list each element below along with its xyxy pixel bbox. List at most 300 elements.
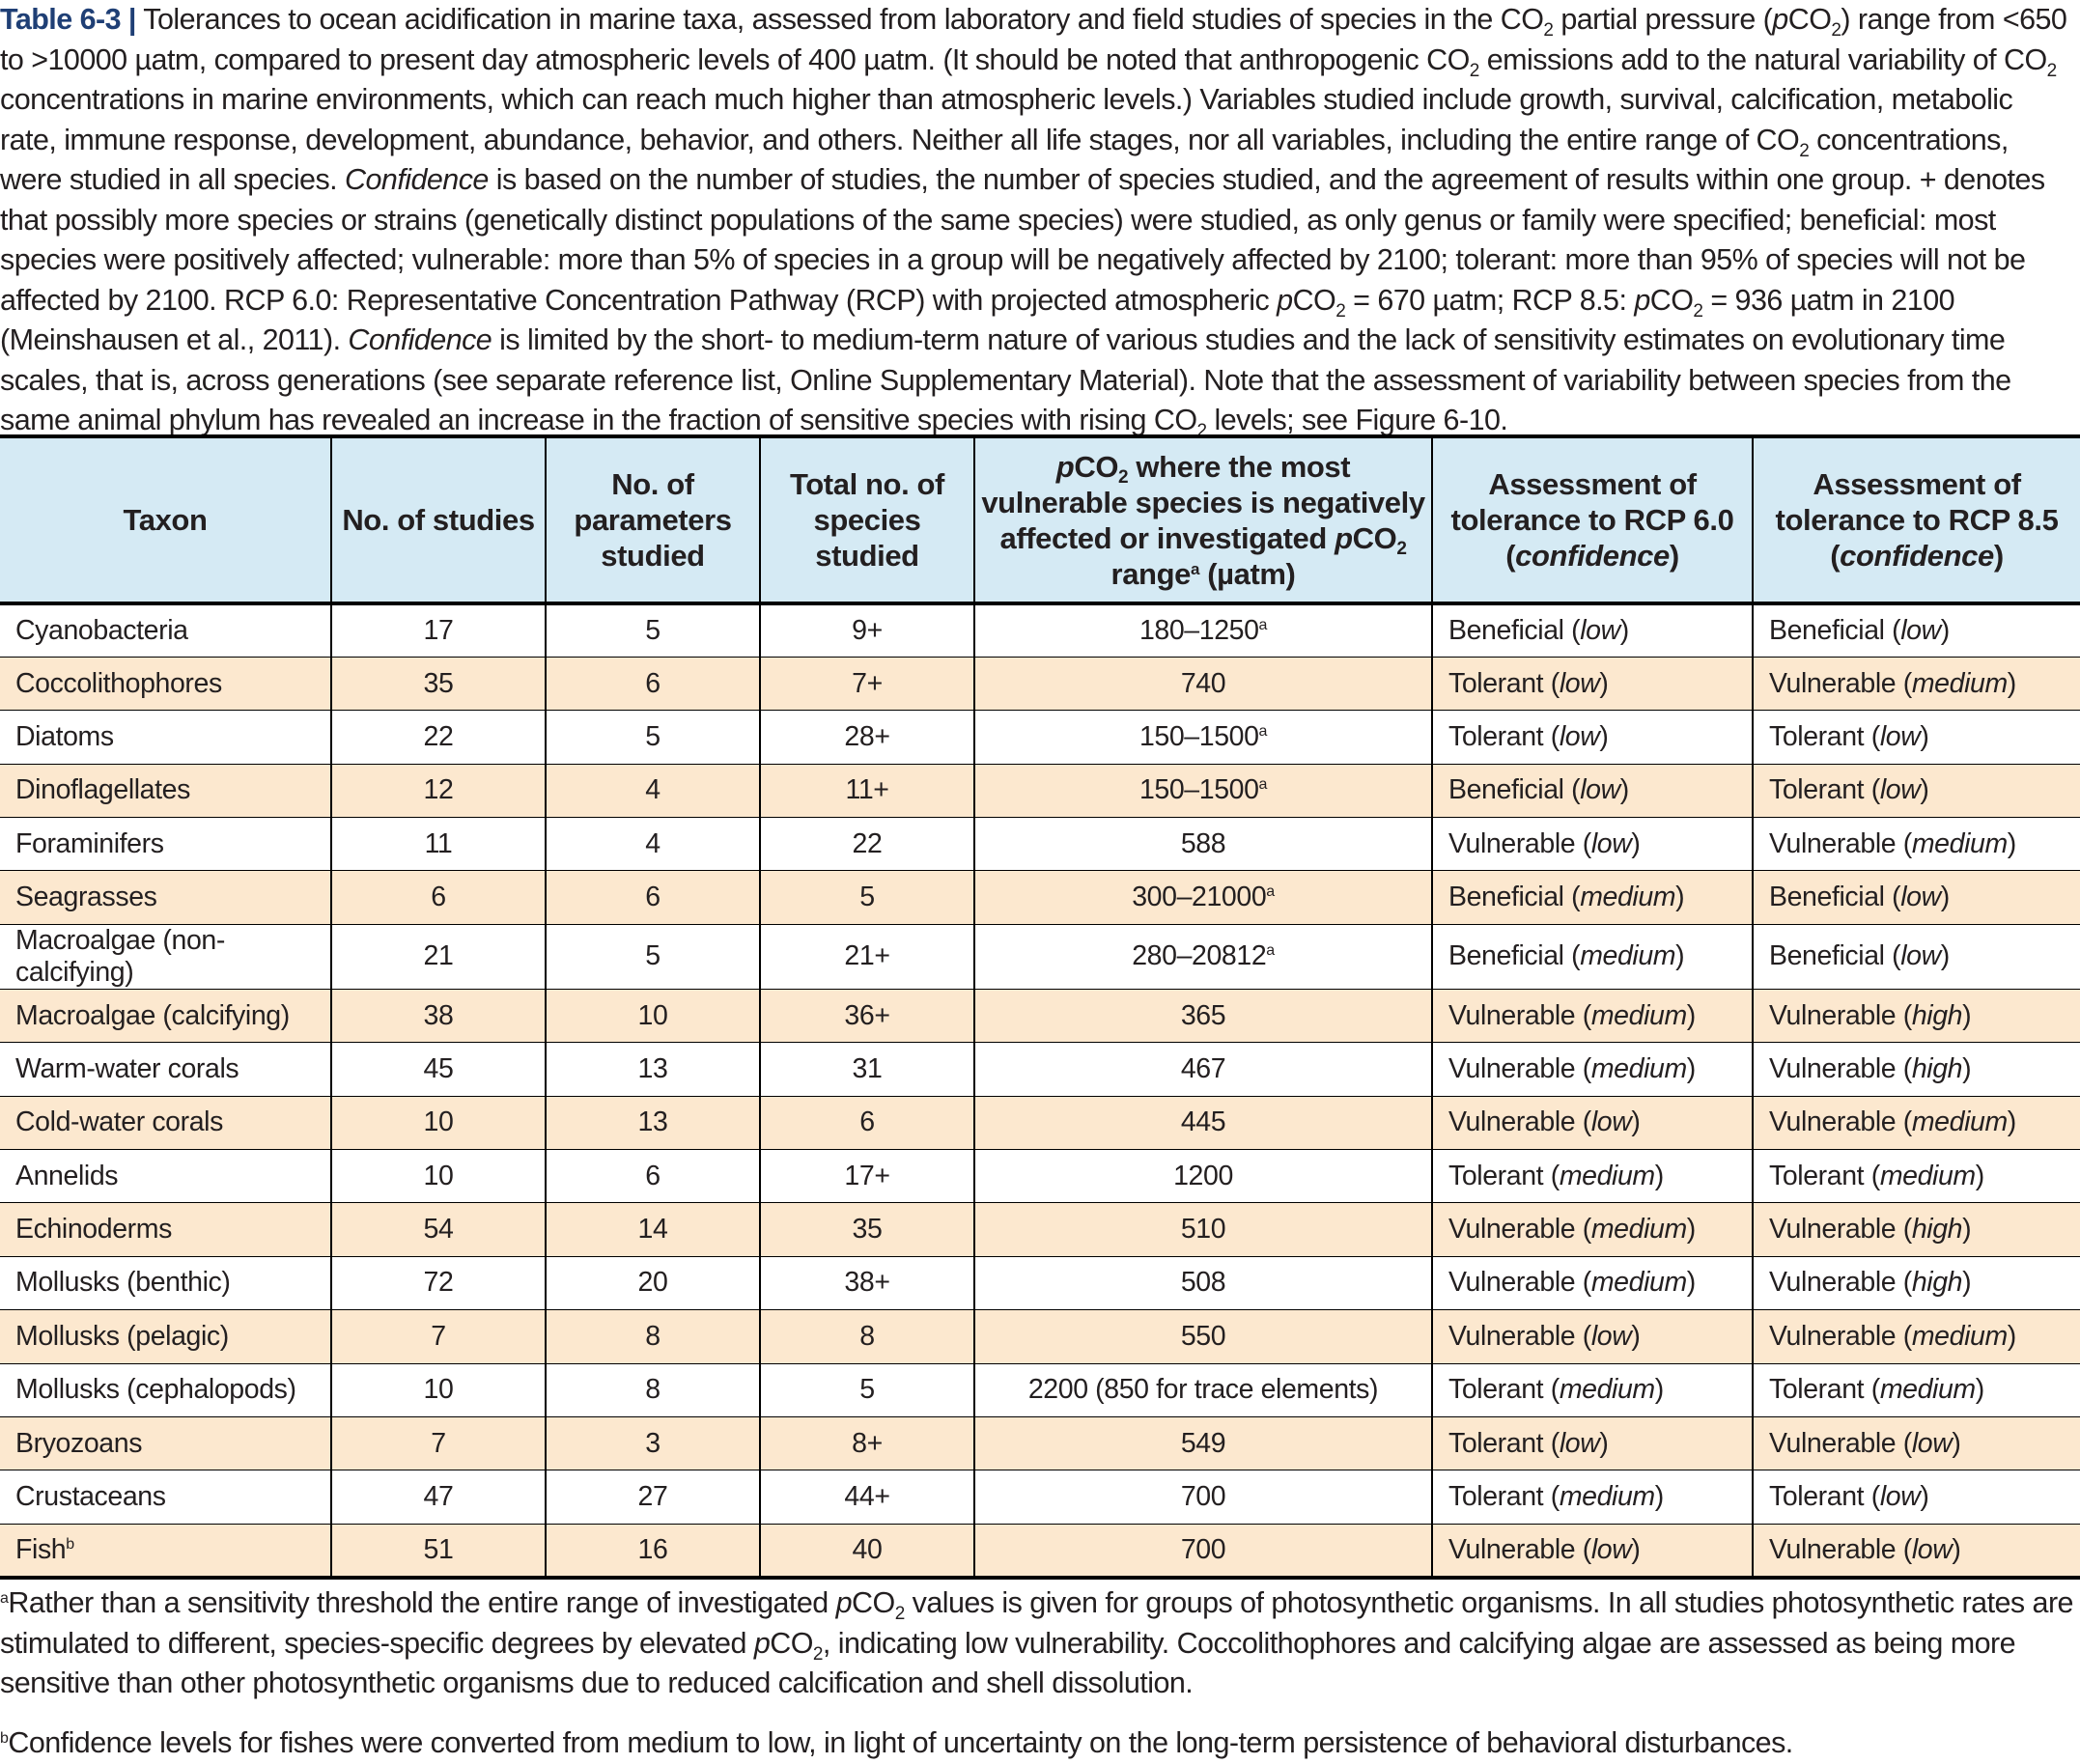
pco2-value: 700 (1180, 1533, 1226, 1565)
pco2-value: 467 (1180, 1052, 1226, 1084)
footnote-text: CO (852, 1586, 895, 1619)
caption-text: concentrations, were studied in all species. (0, 123, 2009, 196)
cell-pco2 (974, 1096, 1432, 1149)
subscript: 2 (1799, 140, 1810, 161)
pco2-value: 280–20812 (1132, 940, 1267, 972)
confidence-level: medium (1559, 1481, 1655, 1513)
header-text: CO (1074, 449, 1119, 484)
assessment: Vulnerable (1448, 1052, 1576, 1084)
header-rcp60 (1432, 436, 1753, 603)
header-text: Assessment of tolerance to RCP 8.5 ( (1775, 467, 2059, 573)
cell-pco2 (974, 818, 1432, 871)
assessment: Vulnerable (1448, 1106, 1576, 1138)
superscript: a (1266, 942, 1275, 960)
cell-params: 8 (546, 1363, 760, 1416)
cell-pco2 (974, 764, 1432, 817)
superscript: b (66, 1535, 74, 1553)
taxon-name: Foraminifers (15, 827, 164, 859)
assessment: Vulnerable (1769, 1533, 1897, 1565)
cell-rcp60: Tolerant (low) (1432, 711, 1753, 764)
footnote-text: Confidence levels for fishes were converted from medium to low, in light of uncertainty on the long-term persistence of behavioral disturbances. (8, 1726, 1793, 1759)
assessment: Vulnerable (1448, 1320, 1576, 1352)
assessment: Vulnerable (1448, 1214, 1576, 1246)
assessment: Tolerant (1448, 720, 1544, 752)
confidence-level: medium (1911, 1320, 2008, 1352)
footnote-text: Rather than a sensitivity threshold the entire range of investigated (8, 1586, 836, 1619)
confidence-level: high (1911, 1052, 1963, 1084)
cell-rcp85: Tolerant (medium) (1753, 1363, 2080, 1416)
table-row (0, 1363, 2080, 1416)
cell-params: 13 (546, 1043, 760, 1096)
italic-confidence: confidence (1840, 539, 1994, 573)
cell-pco2 (974, 1363, 1432, 1416)
table-row (0, 1256, 2080, 1309)
subscript: 2 (1196, 421, 1207, 441)
cell-rcp85: Tolerant (low) (1753, 764, 2080, 817)
cell-studies: 7 (331, 1310, 546, 1363)
caption-text: partial pressure ( (1553, 3, 1773, 36)
table-row (0, 1043, 2080, 1096)
cell-species: 28+ (760, 711, 974, 764)
assessment: Vulnerable (1769, 1427, 1897, 1459)
cell-rcp60: Vulnerable (medium) (1432, 1203, 1753, 1256)
cell-pco2 (974, 924, 1432, 989)
pco2-value: 1200 (1173, 1160, 1233, 1191)
cell-pco2 (974, 657, 1432, 710)
cell-pco2 (974, 1043, 1432, 1096)
cell-params: 5 (546, 924, 760, 989)
assessment: Vulnerable (1769, 1052, 1897, 1084)
cell-rcp85: Vulnerable (high) (1753, 1256, 2080, 1309)
italic-confidence: Confidence (345, 163, 489, 196)
assessment: Beneficial (1769, 882, 1885, 913)
header-text: range (1110, 556, 1191, 591)
taxon-name: Macroalgae (calcifying) (15, 999, 290, 1031)
cell-species: 6 (760, 1096, 974, 1149)
pco2-value: 510 (1180, 1214, 1226, 1246)
cell-rcp60: Beneficial (medium) (1432, 871, 1753, 924)
assessment: Beneficial (1769, 940, 1885, 972)
cell-species: 7+ (760, 657, 974, 710)
subscript: 2 (1543, 20, 1554, 41)
assessment: Tolerant (1448, 1160, 1544, 1191)
cell-studies: 35 (331, 657, 546, 710)
cell-pco2 (974, 1416, 1432, 1470)
subscript: 2 (1693, 300, 1703, 322)
header-rcp85 (1753, 436, 2080, 603)
cell-taxon (0, 1096, 331, 1149)
cell-studies: 10 (331, 1363, 546, 1416)
header-text: CO (1352, 520, 1397, 555)
subscript: 2 (1396, 538, 1407, 559)
cell-studies: 54 (331, 1203, 546, 1256)
confidence-level: medium (1559, 1160, 1655, 1191)
confidence-level: medium (1879, 1160, 1976, 1191)
cell-params: 6 (546, 1150, 760, 1203)
table-row (0, 1416, 2080, 1470)
pco2-value: 180–1250 (1138, 614, 1259, 646)
superscript: a (1258, 776, 1268, 794)
taxon-name: Mollusks (cephalopods) (15, 1374, 296, 1406)
table-row (0, 1310, 2080, 1363)
cell-rcp85: Beneficial (low) (1753, 924, 2080, 989)
confidence-level: low (1900, 614, 1941, 646)
cell-pco2 (974, 871, 1432, 924)
confidence-level: low (1580, 774, 1620, 806)
italic-p: p (835, 1586, 853, 1619)
cell-rcp60: Tolerant (medium) (1432, 1363, 1753, 1416)
table-row (0, 657, 2080, 710)
cell-rcp85: Vulnerable (medium) (1753, 1096, 2080, 1149)
cell-params: 10 (546, 989, 760, 1042)
confidence-level: medium (1580, 882, 1676, 913)
cell-rcp60: Beneficial (low) (1432, 603, 1753, 657)
cell-params: 14 (546, 1203, 760, 1256)
caption-text: Tolerances to ocean acidification in marine taxa, assessed from laboratory and field studies of species in the CO (135, 3, 1544, 36)
cell-taxon (0, 1363, 331, 1416)
table-row (0, 1203, 2080, 1256)
italic-p: p (1772, 3, 1788, 36)
assessment: Beneficial (1448, 940, 1564, 972)
cell-params: 4 (546, 764, 760, 817)
pco2-value: 549 (1180, 1427, 1226, 1459)
taxon-name: Annelids (15, 1160, 119, 1191)
header-text: Assessment of tolerance to RCP 6.0 ( (1450, 467, 1734, 573)
pco2-value: 588 (1180, 827, 1226, 859)
assessment: Tolerant (1769, 1160, 1865, 1191)
cell-species: 40 (760, 1524, 974, 1577)
cell-taxon (0, 764, 331, 817)
confidence-level: medium (1559, 1374, 1655, 1406)
cell-species: 5 (760, 1363, 974, 1416)
pco2-value: 150–1500 (1138, 720, 1259, 752)
cell-taxon (0, 711, 331, 764)
cell-pco2 (974, 1470, 1432, 1524)
cell-params: 5 (546, 603, 760, 657)
cell-rcp60: Beneficial (low) (1432, 764, 1753, 817)
cell-studies: 72 (331, 1256, 546, 1309)
cell-rcp85: Vulnerable (medium) (1753, 818, 2080, 871)
cell-taxon (0, 1310, 331, 1363)
cell-studies: 7 (331, 1416, 546, 1470)
cell-rcp60: Vulnerable (low) (1432, 1096, 1753, 1149)
assessment: Tolerant (1448, 1374, 1544, 1406)
assessment: Tolerant (1769, 774, 1865, 806)
confidence-level: medium (1911, 1106, 2008, 1138)
header-text: (µatm) (1199, 556, 1296, 591)
assessment: Tolerant (1769, 1374, 1865, 1406)
cell-taxon (0, 1470, 331, 1524)
caption-text: CO (1649, 283, 1694, 317)
cell-params: 3 (546, 1416, 760, 1470)
footnote-mark: a (0, 1590, 9, 1607)
cell-species: 11+ (760, 764, 974, 817)
cell-studies: 10 (331, 1096, 546, 1149)
taxon-name: Seagrasses (15, 882, 157, 913)
cell-rcp85: Tolerant (medium) (1753, 1150, 2080, 1203)
confidence-level: low (1559, 1427, 1600, 1459)
cell-taxon (0, 603, 331, 657)
table-row (0, 1524, 2080, 1577)
confidence-level: low (1879, 774, 1921, 806)
subscript: 2 (1469, 60, 1479, 81)
cell-rcp60: Vulnerable (medium) (1432, 989, 1753, 1042)
cell-params: 6 (546, 871, 760, 924)
cell-studies: 51 (331, 1524, 546, 1577)
cell-species: 8 (760, 1310, 974, 1363)
assessment: Beneficial (1448, 774, 1564, 806)
header-pco2 (974, 436, 1432, 603)
caption-text: levels; see Figure 6-10. (1206, 404, 1508, 436)
italic-p: p (753, 1626, 771, 1660)
table-row (0, 989, 2080, 1042)
cell-species: 17+ (760, 1150, 974, 1203)
taxon-name: Cold-water corals (15, 1106, 223, 1138)
confidence-level: low (1590, 1533, 1632, 1565)
taxon-name: Mollusks (benthic) (15, 1267, 231, 1299)
confidence-level: low (1911, 1533, 1953, 1565)
header-row (0, 436, 2080, 603)
cell-taxon (0, 1043, 331, 1096)
confidence-level: low (1590, 827, 1632, 859)
cell-rcp85: Beneficial (low) (1753, 603, 2080, 657)
cell-rcp60: Beneficial (medium) (1432, 924, 1753, 989)
table-row (0, 871, 2080, 924)
assessment: Tolerant (1448, 1481, 1544, 1513)
superscript: a (1266, 883, 1275, 901)
cell-rcp85: Vulnerable (low) (1753, 1524, 2080, 1577)
cell-species: 8+ (760, 1416, 974, 1470)
footnote-a (0, 1583, 2076, 1704)
cell-params: 5 (546, 711, 760, 764)
caption-text: CO (1787, 3, 1832, 36)
assessment: Tolerant (1769, 720, 1865, 752)
subscript: 2 (1831, 20, 1841, 41)
cell-taxon (0, 1150, 331, 1203)
subscript: 2 (812, 1643, 823, 1665)
footnote-text: values is given for groups of photosynthetic organisms. In all studies photosynthetic rates are stimulated to different, species-specific degrees by elevated (0, 1586, 2073, 1660)
table-row (0, 711, 2080, 764)
table-row (0, 924, 2080, 989)
cell-studies: 12 (331, 764, 546, 817)
pco2-value: 508 (1180, 1267, 1226, 1299)
table-row (0, 764, 2080, 817)
cell-params: 20 (546, 1256, 760, 1309)
cell-taxon (0, 818, 331, 871)
taxon-name: Coccolithophores (15, 667, 222, 699)
assessment: Vulnerable (1769, 1320, 1897, 1352)
header-params: No. of parameters studied (546, 436, 760, 603)
taxon-name: Macroalgae (non-calcifying) (15, 924, 225, 988)
pco2-value: 740 (1180, 667, 1226, 699)
cell-studies: 47 (331, 1470, 546, 1524)
caption-text: ) range from <650 to >10000 µatm, compared to present day atmospheric levels of 400 µatm. (It should be noted that anthropogenic CO (0, 3, 2067, 76)
assessment: Vulnerable (1769, 827, 1897, 859)
assessment: Vulnerable (1769, 1106, 1897, 1138)
cell-species: 21+ (760, 924, 974, 989)
taxon-name: Cyanobacteria (15, 614, 188, 646)
assessment: Beneficial (1448, 882, 1564, 913)
caption-text: is limited by the short- to medium-term nature of various studies and the lack of sensitivity estimates on evolutionary time scales, that is, across generations (see separate reference list, Online Supplementary Material). Note that the assessment of variability between species from the same animal phylum has revealed an increase in the fraction of sensitive species with rising CO (0, 323, 2011, 436)
table-row (0, 1470, 2080, 1524)
cell-pco2 (974, 1310, 1432, 1363)
superscript: a (1258, 722, 1268, 740)
confidence-level: low (1900, 940, 1941, 972)
caption-text: is based on the number of studies, the number of species studied, and the agreement of results within one group. + denotes that possibly more species or strains (genetically distinct populations of the same species) were studied, as only genus or family were specified; beneficial: most species were positively affected; vulnerable: more than 5% of species in a group will be negatively affected by 2100; tolerant: more than 95% of species will not be affected by 2100. RCP 6.0: Representative Concentration Pathway (RCP) with projected atmospheric (0, 163, 2045, 317)
caption-text: emissions add to the natural variability of CO (1478, 42, 2047, 76)
cell-pco2 (974, 989, 1432, 1042)
cell-species: 36+ (760, 989, 974, 1042)
pco2-value: 365 (1180, 999, 1226, 1031)
assessment: Beneficial (1769, 614, 1885, 646)
footnote-text: CO (770, 1626, 813, 1660)
caption-text: = 936 µatm in 2100 (Meinshausen et al., 2011). (0, 283, 1955, 356)
tolerance-table (0, 434, 2080, 1580)
italic-confidence: Confidence (348, 323, 492, 356)
cell-rcp60: Tolerant (medium) (1432, 1470, 1753, 1524)
cell-species: 22 (760, 818, 974, 871)
cell-studies: 11 (331, 818, 546, 871)
cell-pco2 (974, 1524, 1432, 1577)
cell-pco2 (974, 711, 1432, 764)
subscript: 2 (1335, 300, 1346, 322)
confidence-level: medium (1590, 1267, 1687, 1299)
cell-studies: 17 (331, 603, 546, 657)
cell-taxon (0, 1203, 331, 1256)
cell-studies: 22 (331, 711, 546, 764)
cell-rcp85: Vulnerable (high) (1753, 989, 2080, 1042)
taxon-name: Bryozoans (15, 1427, 143, 1459)
table-row (0, 1096, 2080, 1149)
cell-taxon (0, 1524, 331, 1577)
pco2-value: 150–1500 (1138, 774, 1259, 806)
header-text: where the most vulnerable species is negatively affected or investigated (981, 449, 1425, 555)
cell-rcp85: Vulnerable (low) (1753, 1416, 2080, 1470)
assessment: Vulnerable (1769, 999, 1897, 1031)
italic-confidence: confidence (1515, 539, 1670, 573)
confidence-level: low (1580, 614, 1620, 646)
italic-p: p (1634, 283, 1650, 317)
italic-p: p (1055, 449, 1075, 484)
cell-params: 27 (546, 1470, 760, 1524)
pco2-value: 550 (1180, 1320, 1226, 1352)
caption-text: CO (1292, 283, 1336, 317)
confidence-level: low (1911, 1427, 1953, 1459)
confidence-level: low (1879, 1481, 1921, 1513)
cell-rcp60: Tolerant (low) (1432, 1416, 1753, 1470)
cell-species: 31 (760, 1043, 974, 1096)
italic-p: p (1335, 520, 1353, 555)
header-text: ) (1669, 539, 1679, 573)
subscript: 2 (894, 1604, 905, 1624)
confidence-level: medium (1911, 667, 2008, 699)
cell-rcp85: Vulnerable (medium) (1753, 1310, 2080, 1363)
confidence-level: medium (1590, 1214, 1687, 1246)
confidence-level: medium (1911, 827, 2008, 859)
cell-rcp60: Tolerant (medium) (1432, 1150, 1753, 1203)
confidence-level: low (1590, 1320, 1632, 1352)
confidence-level: medium (1590, 999, 1687, 1031)
cell-taxon (0, 924, 331, 989)
cell-pco2 (974, 603, 1432, 657)
cell-rcp60: Vulnerable (medium) (1432, 1256, 1753, 1309)
confidence-level: medium (1879, 1374, 1976, 1406)
subscript: 2 (2046, 60, 2057, 81)
taxon-name: Dinoflagellates (15, 774, 190, 806)
caption-text: = 670 µatm; RCP 8.5: (1345, 283, 1635, 317)
cell-params: 13 (546, 1096, 760, 1149)
taxon-name: Fish (15, 1533, 67, 1565)
cell-pco2 (974, 1150, 1432, 1203)
superscript: a (1258, 616, 1268, 633)
cell-rcp60: Vulnerable (low) (1432, 1524, 1753, 1577)
confidence-level: high (1911, 1214, 1963, 1246)
cell-species: 44+ (760, 1470, 974, 1524)
pco2-value: 700 (1180, 1481, 1226, 1513)
confidence-level: low (1559, 720, 1600, 752)
superscript: a (1190, 559, 1200, 578)
italic-p: p (1277, 283, 1293, 317)
cell-taxon (0, 657, 331, 710)
cell-rcp60: Tolerant (low) (1432, 657, 1753, 710)
assessment: Vulnerable (1448, 827, 1576, 859)
footnote-text: , indicating low vulnerability. Coccolithophores and calcifying algae are assessed as being more sensitive than other photosynthetic organisms due to reduced calcification and shell dissolution. (0, 1626, 2016, 1699)
cell-rcp60: Vulnerable (medium) (1432, 1043, 1753, 1096)
subscript: 2 (1118, 466, 1129, 488)
assessment: Tolerant (1769, 1481, 1865, 1513)
cell-rcp85: Vulnerable (high) (1753, 1043, 2080, 1096)
confidence-level: low (1879, 720, 1921, 752)
confidence-level: low (1559, 667, 1600, 699)
assessment: Vulnerable (1448, 1267, 1576, 1299)
assessment: Vulnerable (1769, 667, 1897, 699)
confidence-level: low (1590, 1106, 1632, 1138)
cell-studies: 6 (331, 871, 546, 924)
cell-studies: 10 (331, 1150, 546, 1203)
assessment: Beneficial (1448, 614, 1564, 646)
pco2-value: 300–21000 (1132, 882, 1267, 913)
table-row (0, 1150, 2080, 1203)
cell-rcp60: Vulnerable (low) (1432, 1310, 1753, 1363)
cell-pco2 (974, 1203, 1432, 1256)
pco2-value: 2200 (850 for trace elements) (1027, 1374, 1379, 1406)
cell-studies: 45 (331, 1043, 546, 1096)
taxon-name: Warm-water corals (15, 1052, 239, 1084)
cell-taxon (0, 989, 331, 1042)
table-caption (0, 0, 2076, 441)
confidence-level: high (1911, 1267, 1963, 1299)
cell-pco2 (974, 1256, 1432, 1309)
cell-species: 35 (760, 1203, 974, 1256)
assessment: Vulnerable (1448, 999, 1576, 1031)
cell-species: 9+ (760, 603, 974, 657)
taxon-name: Mollusks (pelagic) (15, 1320, 229, 1352)
cell-taxon (0, 1256, 331, 1309)
cell-taxon (0, 871, 331, 924)
taxon-name: Echinoderms (15, 1214, 172, 1246)
cell-params: 16 (546, 1524, 760, 1577)
taxon-name: Crustaceans (15, 1481, 166, 1513)
cell-rcp85: Tolerant (low) (1753, 711, 2080, 764)
header-text: ) (1993, 539, 2004, 573)
assessment: Vulnerable (1769, 1214, 1897, 1246)
cell-studies: 21 (331, 924, 546, 989)
cell-studies: 38 (331, 989, 546, 1042)
assessment: Vulnerable (1448, 1533, 1576, 1565)
assessment: Tolerant (1448, 667, 1544, 699)
caption-text: concentrations in marine environments, which can reach much higher than atmospheric levels.) Variables studied include growth, survival, calcification, metabolic rate, immune response, development, abundance, behavior, and others. Neither all life stages, nor all variables, including the entire range of CO (0, 83, 2013, 156)
confidence-level: high (1911, 999, 1963, 1031)
